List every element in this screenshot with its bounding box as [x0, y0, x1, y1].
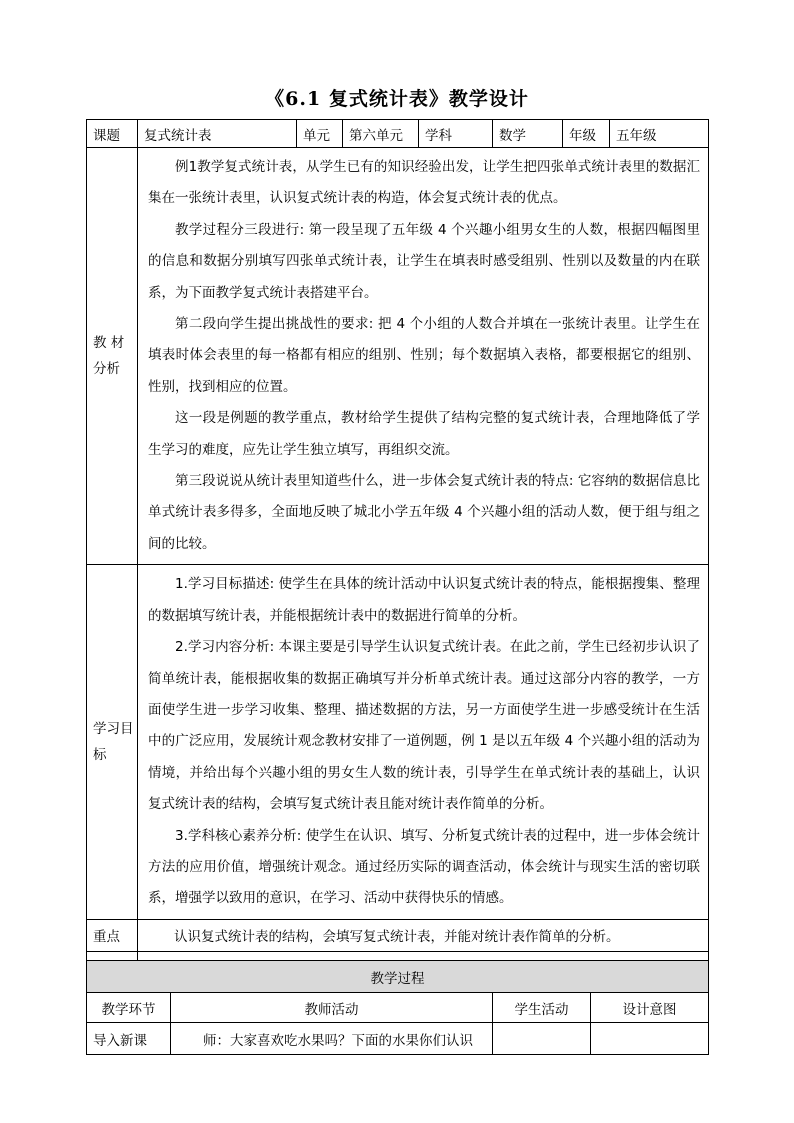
column-header-intent: 设计意图 [591, 993, 709, 1023]
analysis-paragraph: 这一段是例题的教学重点，教材给学生提供了结构完整的复式统计表，合理地降低了学生学习的难度，应先让学生独立填写，再组织交流。 [148, 410, 700, 458]
goals-label: 学习目标 [87, 565, 138, 919]
student-activity-cell [493, 1023, 591, 1055]
analysis-label: 教 材分析 [87, 148, 138, 565]
analysis-paragraph: 例1教学复式统计表，从学生已有的知识经验出发，让学生把四张单式统计表里的数据汇集在一张统计表里，认识复式统计表的构造，体会复式统计表的优点。 [148, 159, 700, 207]
column-header-stage: 教学环节 [87, 993, 171, 1023]
unit-label: 单元 [297, 120, 343, 148]
process-table [86, 960, 709, 1055]
subject-value: 数学 [493, 120, 563, 148]
topic-label: 课题 [87, 120, 138, 148]
key-point-text: 认识复式统计表的结构，会填写复式统计表，并能对统计表作简单的分析。 [138, 919, 709, 951]
subject-label: 学科 [419, 120, 493, 148]
topic-value: 复式统计表 [138, 120, 297, 148]
column-header-teacher: 教师活动 [171, 993, 493, 1023]
key-point-label: 重点 [87, 919, 138, 951]
column-header-student: 学生活动 [493, 993, 591, 1023]
process-columns-row [87, 993, 709, 1023]
design-intent-cell [591, 1023, 709, 1055]
goals-paragraph: 2.学习内容分析: 本课主要是引导学生认识复式统计表。在此之前，学生已经初步认识了简单统计表，能根据收集的数据正确填写并分析单式统计表。通过这部分内容的教学，一方面使学生进一步学习收集、整理、描述数据的方法，另一方面使学生进一步感受统计在生活中的广泛应用，发展统计观念教材安排了一道例题，例 1 是以五年级 4 个兴趣小组的活动为情境，并给出每个兴趣小组的男女生人数的统计表，引导学生在单式统计表的基础上，认识复式统计表的结构，会填写复式统计表且能对统计表作简单的分析。 [148, 639, 700, 813]
analysis-paragraph: 第三段说说从统计表里知道些什么，进一步体会复式统计表的特点: 它容纳的数据信息比单式统计表多得多，全面地反映了城北小学五年级 4 个兴趣小组的活动人数，便于组与组之间的比较。 [148, 473, 700, 552]
unit-value: 第六单元 [343, 120, 419, 148]
process-row [87, 1023, 709, 1055]
key-point-row [87, 919, 709, 951]
analysis-paragraph: 教学过程分三段进行: 第一段呈现了五年级 4 个兴趣小组男女生的人数，根据四幅图里的信息和数据分别填写四张单式统计表，让学生在填表时感受组别、性别以及数量的内在联系，为下面教学复式统计表搭建平台。 [148, 221, 700, 301]
page-title: 《6.1 复式统计表》教学设计 [265, 88, 529, 110]
goals-row [87, 565, 709, 919]
process-header-row [87, 961, 709, 993]
grade-value: 五年级 [610, 120, 709, 148]
goals-paragraph: 1.学习目标描述: 使学生在具体的统计活动中认识复式统计表的特点，能根据搜集、整理的数据填写统计表，并能根据统计表中的数据进行简单的分析。 [148, 576, 700, 624]
stage-cell: 导入新课 [87, 1023, 171, 1055]
goals-content [138, 565, 709, 919]
lesson-design-table [86, 119, 709, 984]
grade-label: 年级 [563, 120, 610, 148]
header-row [87, 120, 709, 148]
analysis-row [87, 148, 709, 565]
teacher-activity-cell: 师：大家喜欢吃水果吗？下面的水果你们认识 [171, 1023, 493, 1055]
analysis-paragraph: 第二段向学生提出挑战性的要求: 把 4 个小组的人数合并填在一张统计表里。让学生在填表时体会表里的每一格都有相应的组别、性别；每个数据填入表格，都要根据它的组别、性别，找到相应的位置。 [148, 316, 700, 395]
goals-paragraph: 3.学科核心素养分析: 使学生在认识、填写、分析复式统计表的过程中，进一步体会统计方法的应用价值，增强统计观念。通过经历实际的调查活动，体会统计与现实生活的密切联系，增强学以致用的意识，在学习、活动中获得快乐的情感。 [148, 827, 700, 907]
process-header: 教学过程 [87, 961, 709, 993]
analysis-content [138, 148, 709, 565]
